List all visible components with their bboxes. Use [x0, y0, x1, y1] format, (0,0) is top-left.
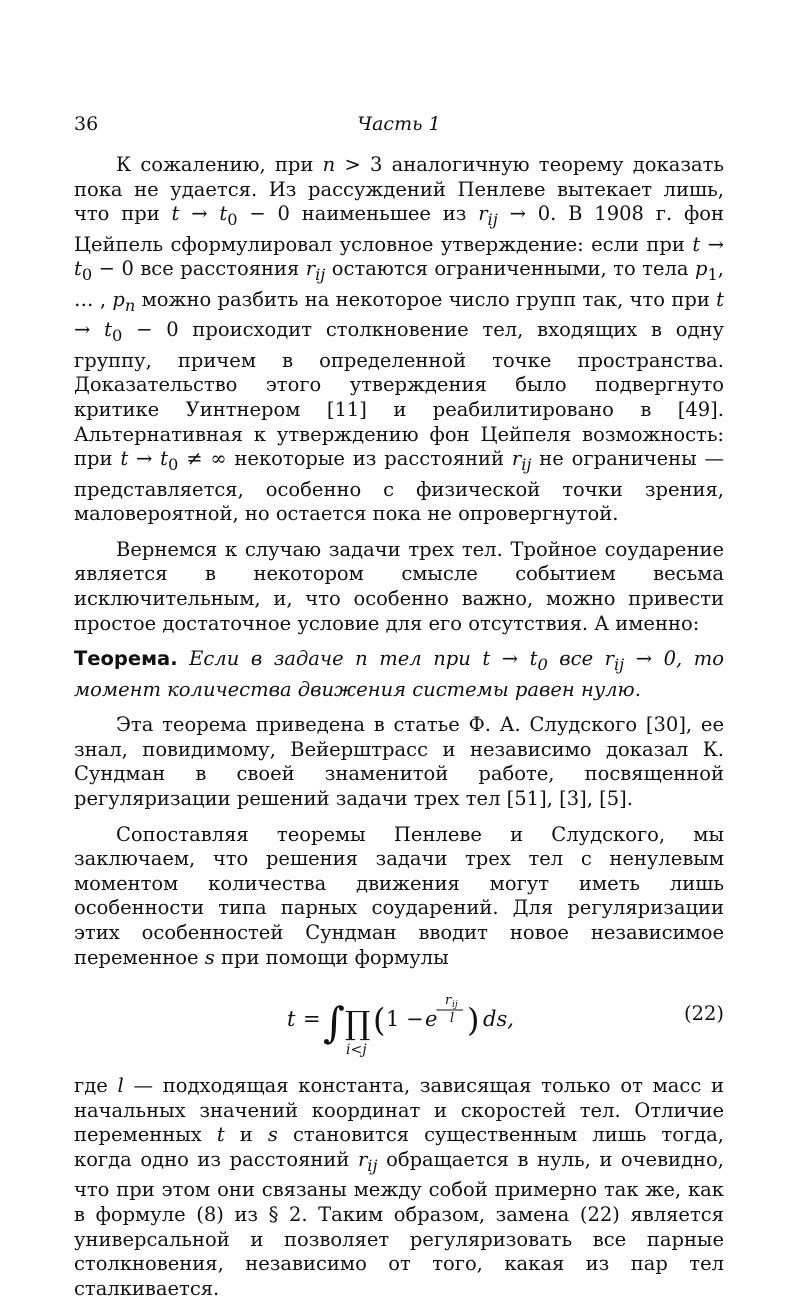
exponent-denominator: l — [450, 1011, 455, 1027]
paragraph-5: где l — подходящая константа, зависящая только от масс и начальных значений координат и скоростей тел. Отличие переменных t и s становится существенным лишь тогда, когда одно из расстояний $r_{ij}$ обращается в нуль, и очевидно, что при этом они связаны между собой примерно так же, как в формуле (8) из § 2. Таким образом, замена (22) является универсальной и позволяет регуляризовать все парные столкновения, независимо от того, какая из пар тел сталкивается. — [74, 1074, 724, 1300]
page-number: 36 — [74, 113, 99, 135]
theorem-label: Теорема. — [74, 647, 178, 671]
formula-tail: ds, — [483, 1007, 514, 1032]
paragraph-3: Эта теорема приведена в статье Ф. А. Слудского [30], ее знал, повидимому, Вейерштрасс и независимо доказал К. Сундман в своей знаменитой работе, посвященной регуляризации решений задачи трех тел [51], [3], [5]. — [74, 713, 724, 810]
product-sign: ∏ — [345, 1004, 371, 1043]
formula-22 — [287, 984, 547, 1064]
right-paren: ) — [467, 1001, 480, 1040]
integral-sign: ∫ — [323, 998, 345, 1048]
exponent-minus: − — [435, 1003, 446, 1019]
theorem-statement: Если в задаче n тел при $t \to t_0$ все $r_{ij} \to 0$, то момент количества движения системы равен нулю. — [74, 647, 724, 701]
display-formula-22 — [74, 984, 724, 1064]
formula-lhs: t — [287, 1007, 296, 1032]
exponent-numerator: r — [445, 993, 452, 1009]
formula-one-minus: 1 − — [386, 1007, 424, 1032]
formula-exp-base: e — [425, 1007, 438, 1032]
running-head: Часть 1 — [357, 113, 441, 135]
paragraph-2: Вернемся к случаю задачи трех тел. Тройное соударение является в некотором смысле событием весьма исключительным, и, что особенно важно, можно привести простое достаточное условие для его отсутствия. А именно: — [74, 537, 724, 635]
book-page — [74, 0, 724, 1300]
theorem — [74, 647, 724, 702]
equation-number: (22) — [683, 1002, 724, 1026]
page-header — [74, 113, 724, 141]
formula-equals: = — [303, 1007, 321, 1032]
left-paren: ( — [373, 1001, 386, 1040]
body-text — [74, 153, 724, 1301]
paragraph-4: Сопоставляя теоремы Пенлеве и Слудского, мы заключаем, что решения задачи трех тел с ненулевым моментом количества движения могут иметь лишь особенности типа парных соударений. Для регуляризации этих особенностей Сундман вводит новое независимое переменное s при помощи формулы — [74, 822, 724, 969]
product-subscript: i<j — [346, 1042, 367, 1059]
paragraph-1: К сожалению, при n > 3 аналогичную теорему доказать пока не удается. Из рассуждений Пенлеве вытекает лишь, что при $t \to t_0 - 0$ наименьшее из $r_{ij} \to 0$. В 1908 г. фон Цейпель сформулировал условное утверждение: если при $t \to t_0 - 0$ все расстояния $r_{ij}$ остаются ограниченными, то тела $p_1$, … , $p_n$ можно разбить на некоторое число групп так, что при $t \to t_0 - 0$ происходит столкновение тел, входящих в одну группу, причем в определенной точке пространства. Доказательство этого утверждения было подвергнуто критике Уинтнером [11] и реабилитировано в [49]. Альтернативная к утверждению фон Цейпеля возможность: при $t \to t_0$ ≠ ∞ некоторые из расстояний $r_{ij}$ не ограничены — представляется, особенно с физической точки зрения, маловероятной, но остается пока не опровергнутой. — [74, 153, 724, 526]
exponent-numerator-sub: ij — [452, 1000, 458, 1011]
